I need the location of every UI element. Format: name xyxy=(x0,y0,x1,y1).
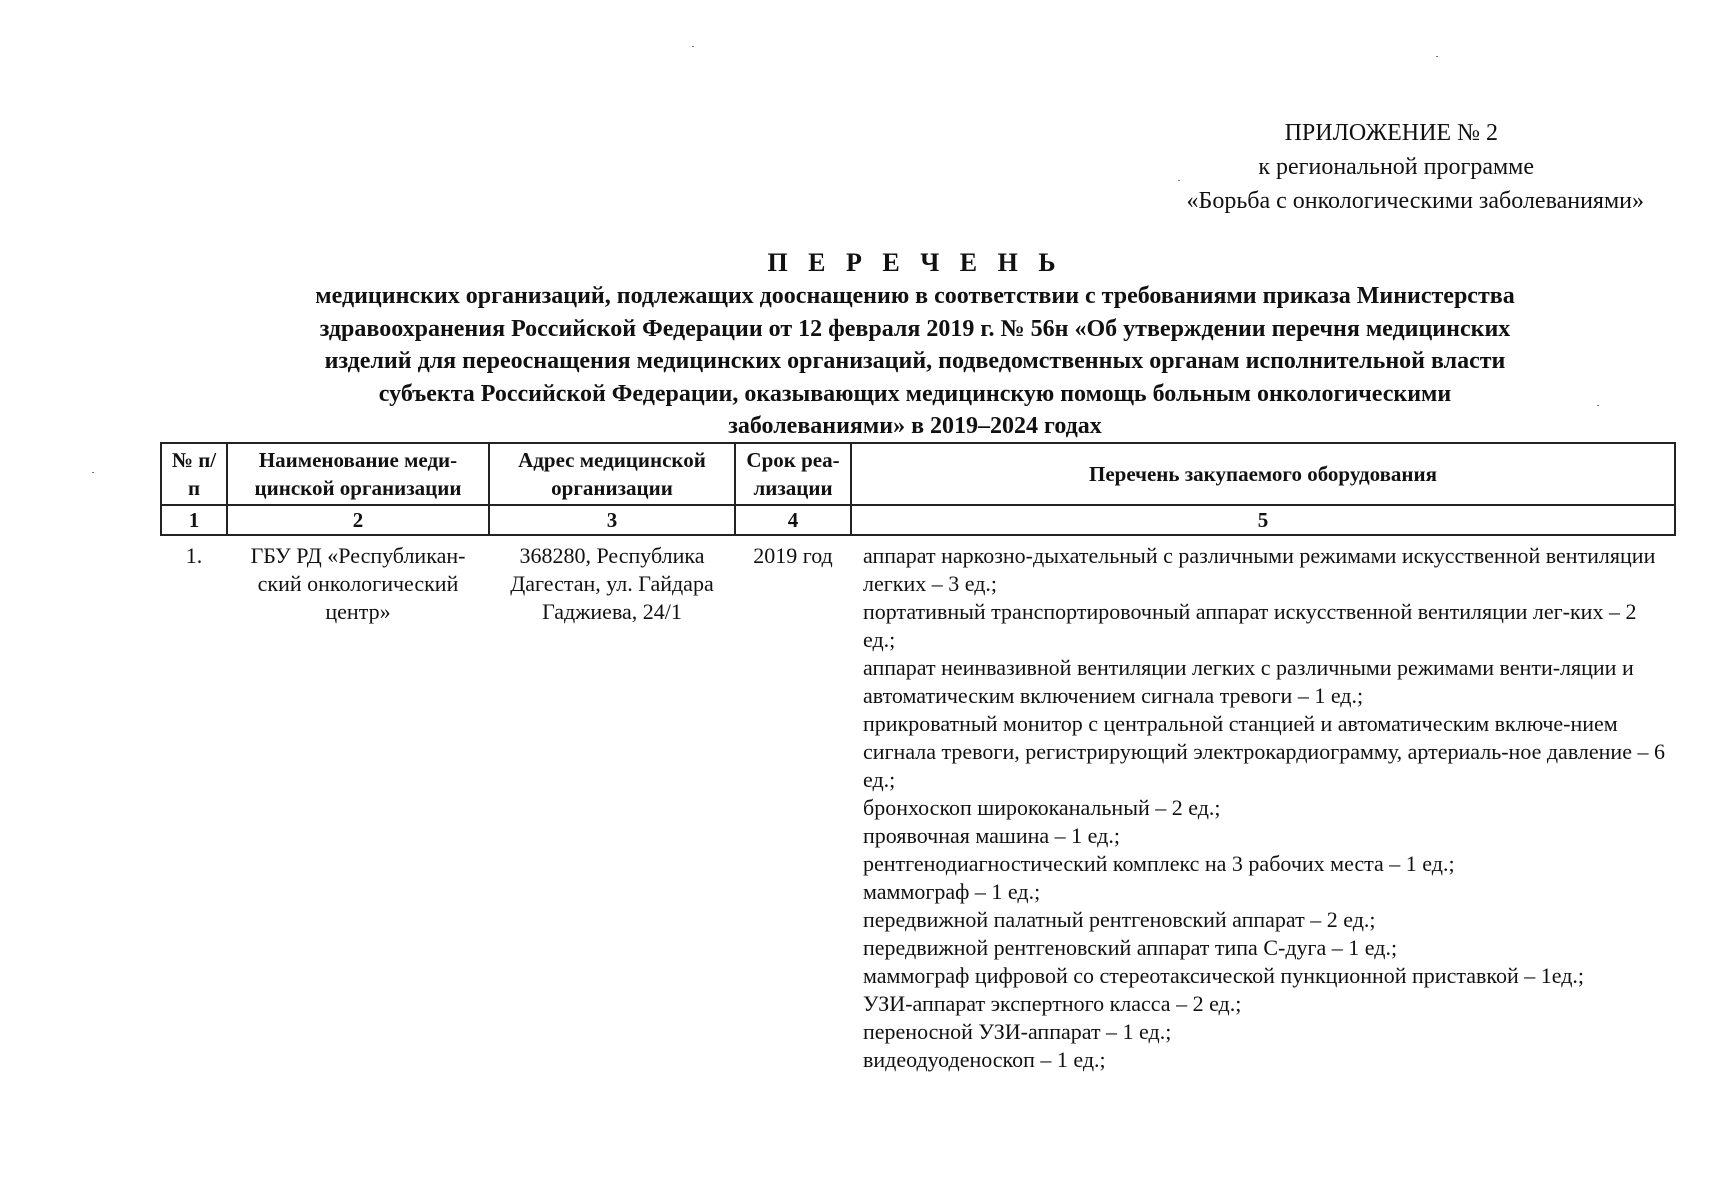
equipment-item: прикроватный монитор с центральной станцией и автоматическим включе-нием сигнала тревоги, регистрирующий электрокардиограмму, артериаль-ное давление – 6 ед.; xyxy=(863,711,1665,792)
title-heading: П Е Р Е Ч Е Н Ь xyxy=(767,248,1063,277)
header-equipment: Перечень закупаемого оборудования xyxy=(851,443,1675,505)
equipment-item: УЗИ-аппарат экспертного класса – 2 ед.; xyxy=(863,991,1242,1016)
document-title xyxy=(150,246,1680,443)
column-number: 1 xyxy=(161,505,227,535)
header-term: Срок реа-лизации xyxy=(735,443,851,505)
implementation-term: 2019 год xyxy=(753,543,833,568)
organization-address: 368280, Республика Дагестан, ул. Гайдара Гаджиева, 24/1 xyxy=(510,543,714,624)
equipment-item: переносной УЗИ-аппарат – 1 ед.; xyxy=(863,1019,1172,1044)
equipment-item: рентгенодиагностический комплекс на 3 рабочих места – 1 ед.; xyxy=(863,851,1455,876)
equipment-item: бронхоскоп ширококанальный – 2 ед.; xyxy=(863,795,1221,820)
subtitle-line: заболеваниями» в 2019–2024 годах xyxy=(728,413,1102,439)
organization-name: ГБУ РД «Республикан-ский онкологический центр» xyxy=(250,543,466,624)
appendix-block xyxy=(1084,116,1644,218)
subtitle-line: изделий для переоснащения медицинских организаций, подведомственных органам исполнительной власти xyxy=(324,348,1506,374)
scan-speck xyxy=(92,472,94,473)
subtitle-line: медицинских организаций, подлежащих дооснащению в соответствии с требованиями приказа Министерства xyxy=(315,283,1515,309)
appendix-program-name: «Борьба с онкологическими заболеваниями» xyxy=(1186,188,1644,214)
equipment-list xyxy=(851,535,1675,1074)
equipment-item: портативный транспортировочный аппарат искусственной вентиляции лег-ких – 2 ед.; xyxy=(863,599,1637,652)
scan-speck xyxy=(1597,405,1599,406)
header-number: № п/п xyxy=(161,443,227,505)
header-address: Адрес медицинской организации xyxy=(489,443,735,505)
subtitle-line: здравоохранения Российской Федерации от 12 февраля 2019 г. № 56н «Об утверждении перечня медицинских xyxy=(319,315,1511,342)
appendix-number: ПРИЛОЖЕНИЕ № 2 xyxy=(1284,120,1498,146)
header-organization: Наименование меди-цинской организации xyxy=(227,443,489,505)
column-number: 5 xyxy=(851,505,1675,535)
equipment-item: аппарат наркозно-дыхательный с различными режимами искусственной вентиляции легких – 3 ед.; xyxy=(863,543,1656,596)
column-number: 3 xyxy=(489,505,735,535)
subtitle-line: субъекта Российской Федерации, оказывающих медицинскую помощь больным онкологическими xyxy=(378,380,1452,407)
equipment-item: проявочная машина – 1 ед.; xyxy=(863,823,1120,848)
appendix-program-ref: к региональной программе xyxy=(1258,154,1534,180)
column-number: 2 xyxy=(227,505,489,535)
equipment-item: передвижной палатный рентгеновский аппарат – 2 ед.; xyxy=(863,907,1376,932)
table-row xyxy=(161,535,1675,1074)
scan-speck xyxy=(1178,180,1180,181)
scan-speck xyxy=(1436,56,1438,57)
scan-speck xyxy=(692,46,694,47)
equipment-item: передвижной рентгеновский аппарат типа С-дуга – 1 ед.; xyxy=(863,935,1398,960)
equipment-item: видеодуоденоскоп – 1 ед.; xyxy=(863,1047,1106,1072)
equipment-item: маммограф – 1 ед.; xyxy=(863,879,1041,904)
column-number: 4 xyxy=(735,505,851,535)
title-subtitle xyxy=(150,280,1680,443)
row-number: 1. xyxy=(185,543,203,568)
equipment-table xyxy=(160,442,1676,1074)
equipment-item: маммограф цифровой со стереотаксической пункционной приставкой – 1ед.; xyxy=(863,963,1585,988)
equipment-item: аппарат неинвазивной вентиляции легких с различными режимами венти-ляции и автоматическим включением сигнала тревоги – 1 ед.; xyxy=(863,655,1634,708)
